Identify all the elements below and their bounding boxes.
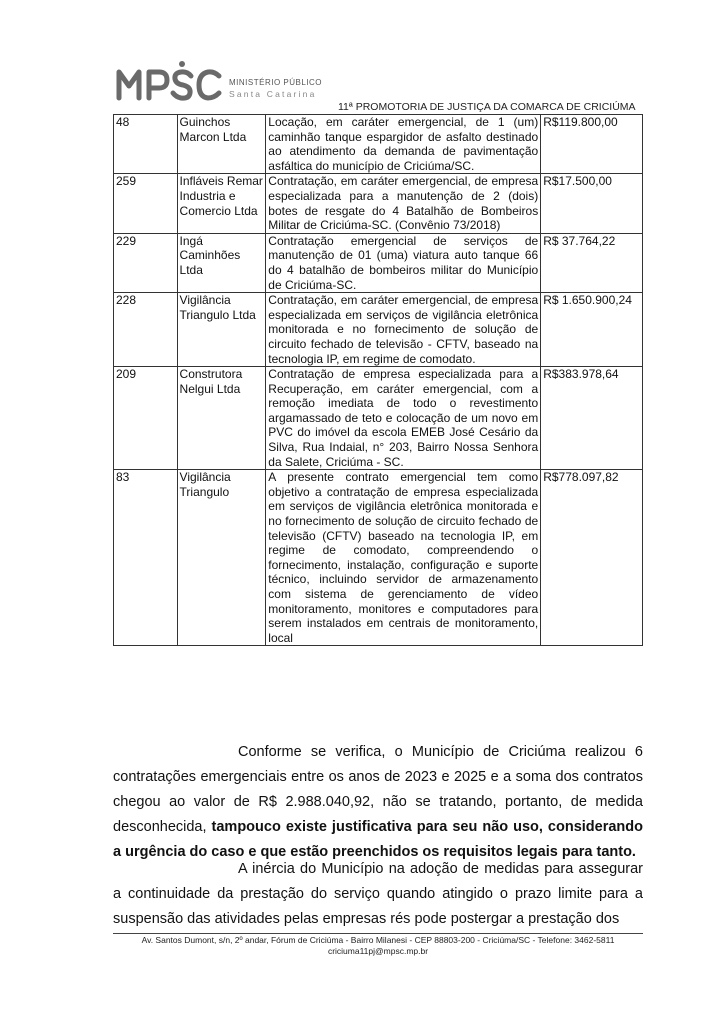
contract-number: 229 — [114, 233, 178, 292]
contract-object: Contratação, em caráter emergencial, de empresa especializada para a manutenção de 2 (dois) botes de resgate do 4 Batalhão de Bombeiros Militar de Criciúma-SC. (Convênio 73/2018) — [266, 174, 541, 233]
mpsc-logo-mark-icon — [115, 60, 227, 104]
contract-value: R$ 37.764,22 — [541, 233, 643, 292]
body-paragraph-2 — [113, 857, 643, 932]
contract-company: Vigilância Triangulo — [177, 470, 266, 646]
contract-company: Ingá Caminhões Ltda — [177, 233, 266, 292]
body-paragraph-1-emphasis: tampouco existe justificativa para seu não uso, considerando a urgência do caso e que estão preenchidos os requisitos legais para tanto. — [113, 819, 643, 860]
footer-address: Av. Santos Dumont, s/n, 2º andar, Fórum de Criciúma - Bairro Milanesi - CEP 88803-200 - Criciúma/SC - Telefone: 3462-5811 — [141, 935, 615, 945]
contract-company: Construtora Nelgui Ltda — [177, 367, 266, 470]
contract-value: R$17.500,00 — [541, 174, 643, 233]
contracts-table — [113, 114, 643, 646]
contract-number: 48 — [114, 115, 178, 174]
table-row — [114, 174, 643, 233]
contract-company: Guinchos Marcon Ltda — [177, 115, 266, 174]
body-paragraph-1-text: Conforme se verifica, o Município de Criciúma realizou 6 contratações emergenciais entre os anos de 2023 e 2025 e a soma dos contratos chegou ao valor de R$ 2.988.040,92, não se tratando, portanto, de medida desconhecida, — [113, 744, 643, 835]
contract-number: 83 — [114, 470, 178, 646]
contract-object: Contratação, em caráter emergencial, de empresa especializada em serviços de vigilância eletrônica monitorada e no fornecimento de solução de circuito fechado de televisão - CFTV, baseado na tecnologia IP, em regime de comodato. — [266, 293, 541, 367]
contract-company: Infláveis Remar Industria e Comercio Ltda — [177, 174, 266, 233]
institution-name: MINISTÉRIO PÚBLICO — [229, 78, 323, 87]
contract-number: 209 — [114, 367, 178, 470]
footer-divider — [113, 933, 643, 934]
footer-email: criciuma11pj@mpsc.mp.br — [327, 946, 429, 956]
table-row — [114, 470, 643, 646]
table-row — [114, 115, 643, 174]
institution-state: Santa Catarina — [229, 89, 317, 99]
contract-object: Contratação emergencial de serviços de manutenção de 01 (uma) viatura auto tanque 66 do 4 batalhão de bombeiros militar do Município de Criciúma-SC. — [266, 233, 541, 292]
table-row — [114, 367, 643, 470]
table-row — [114, 293, 643, 367]
contract-number: 259 — [114, 174, 178, 233]
table-row — [114, 233, 643, 292]
promotoria-heading: 11ª PROMOTORIA DE JUSTIÇA DA COMARCA DE CRICIÚMA — [338, 101, 636, 113]
contract-value: R$ 1.650.900,24 — [541, 293, 643, 367]
body-paragraph-2-text: A inércia do Município na adoção de medidas para assegurar a continuidade da prestação do serviço quando atingido o prazo limite para a suspensão das atividades pelas empresas rés pode postergar a prestação dos — [113, 861, 643, 927]
contract-value: R$383.978,64 — [541, 367, 643, 470]
contract-object: A presente contrato emergencial tem como objetivo a contratação de empresa especializada em serviços de vigilância eletrônica monitorada e no fornecimento de solução de circuito fechado de televisão (CFTV) baseado na tecnologia IP, em regime de comodato, compreendendo o fornecimento, instalação, configuração e suporte técnico, incluindo servidor de armazenamento com sistema de gerenciamento de vídeo monitoramento, monitores e computadores para serem instalados em centrais de monitoramento, local — [266, 470, 541, 646]
contract-company: Vigilância Triangulo Ltda — [177, 293, 266, 367]
contract-object: Contratação de empresa especializada para a Recuperação, em caráter emergencial, com a remoção imediata de todo o revestimento argamassado de teto e colocação de um novo em PVC do imóvel da escola EMEB José Cesário da Silva, Rua Indaial, n° 203, Bairro Nossa Senhora da Salete, Criciúma - SC. — [266, 367, 541, 470]
body-paragraph-1 — [113, 740, 643, 865]
contract-value: R$778.097,82 — [541, 470, 643, 646]
contract-object: Locação, em caráter emergencial, de 1 (um) caminhão tanque espargidor de asfalto destinado ao atendimento da demanda de pavimentação asfáltica do município de Criciúma/SC. — [266, 115, 541, 174]
mpsc-logo — [115, 60, 375, 104]
contract-value: R$119.800,00 — [541, 115, 643, 174]
contract-number: 228 — [114, 293, 178, 367]
